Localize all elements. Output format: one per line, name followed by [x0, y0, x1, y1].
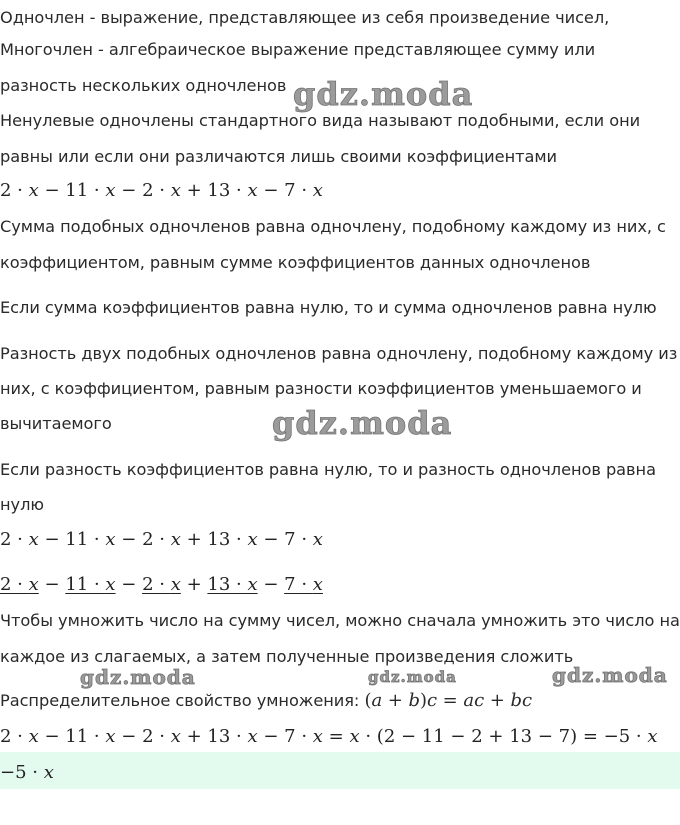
text-line: Чтобы умножить число на сумму чисел, можно сначала умножить это число на [0, 611, 680, 630]
text-line: Если разность коэффициентов равна нулю, то и разность одночленов равна [0, 460, 656, 479]
watermark-logo: gdz.moda [293, 75, 474, 113]
text-line: каждое из слагаемых, а затем полученные произведения сложить [0, 647, 574, 666]
formula-expression: 2 · x − 11 · x − 2 · x + 13 · x − 7 · x [0, 529, 323, 550]
text-line: Разность двух подобных одночленов равна одночлену, подобному каждому из [0, 344, 678, 363]
text-line: коэффициентом, равным сумме коэффициентов данных одночленов [0, 253, 591, 272]
answer-formula: −5 · x [0, 762, 54, 783]
text-line: Сумма подобных одночленов равна одночлену, подобному каждому из них, с [0, 217, 666, 236]
watermark-logo: gdz.moda [368, 668, 457, 686]
text-line: вычитаемого [0, 414, 112, 433]
formula-solution: 2 · x − 11 · x − 2 · x + 13 · x − 7 · x = x · (2 − 11 − 2 + 13 − 7) = −5 · x [0, 726, 658, 747]
watermark-logo: gdz.moda [80, 665, 196, 689]
watermark-logo: gdz.moda [272, 404, 453, 442]
watermark-logo: gdz.moda [552, 663, 668, 687]
distributive-label: Распределительное свойство умножения: [0, 691, 360, 710]
text-line: Одночлен - выражение, представляющее из себя произведение чисел, [0, 8, 610, 27]
distributive-formula: (a + b)c = ac + bc [364, 690, 533, 711]
text-line: Если сумма коэффициентов равна нулю, то и сумма одночленов равна нулю [0, 298, 657, 317]
text-line: них, с коэффициентом, равным разности коэффициентов уменьшаемого и [0, 379, 642, 398]
text-line: нулю [0, 495, 44, 514]
formula-underlined: 2 · x − 11 · x − 2 · x + 13 · x − 7 · x [0, 574, 323, 595]
text-line: Многочлен - алгебраическое выражение представляющее сумму или [0, 40, 596, 59]
text-line: Ненулевые одночлены стандартного вида называют подобными, если они [0, 111, 641, 130]
answer-box [0, 752, 680, 789]
formula-expression: 2 · x − 11 · x − 2 · x + 13 · x − 7 · x [0, 180, 323, 201]
text-line: разность нескольких одночленов [0, 76, 287, 95]
distributive-line [0, 691, 532, 711]
text-line: равны или если они различаются лишь своими коэффициентами [0, 147, 557, 166]
